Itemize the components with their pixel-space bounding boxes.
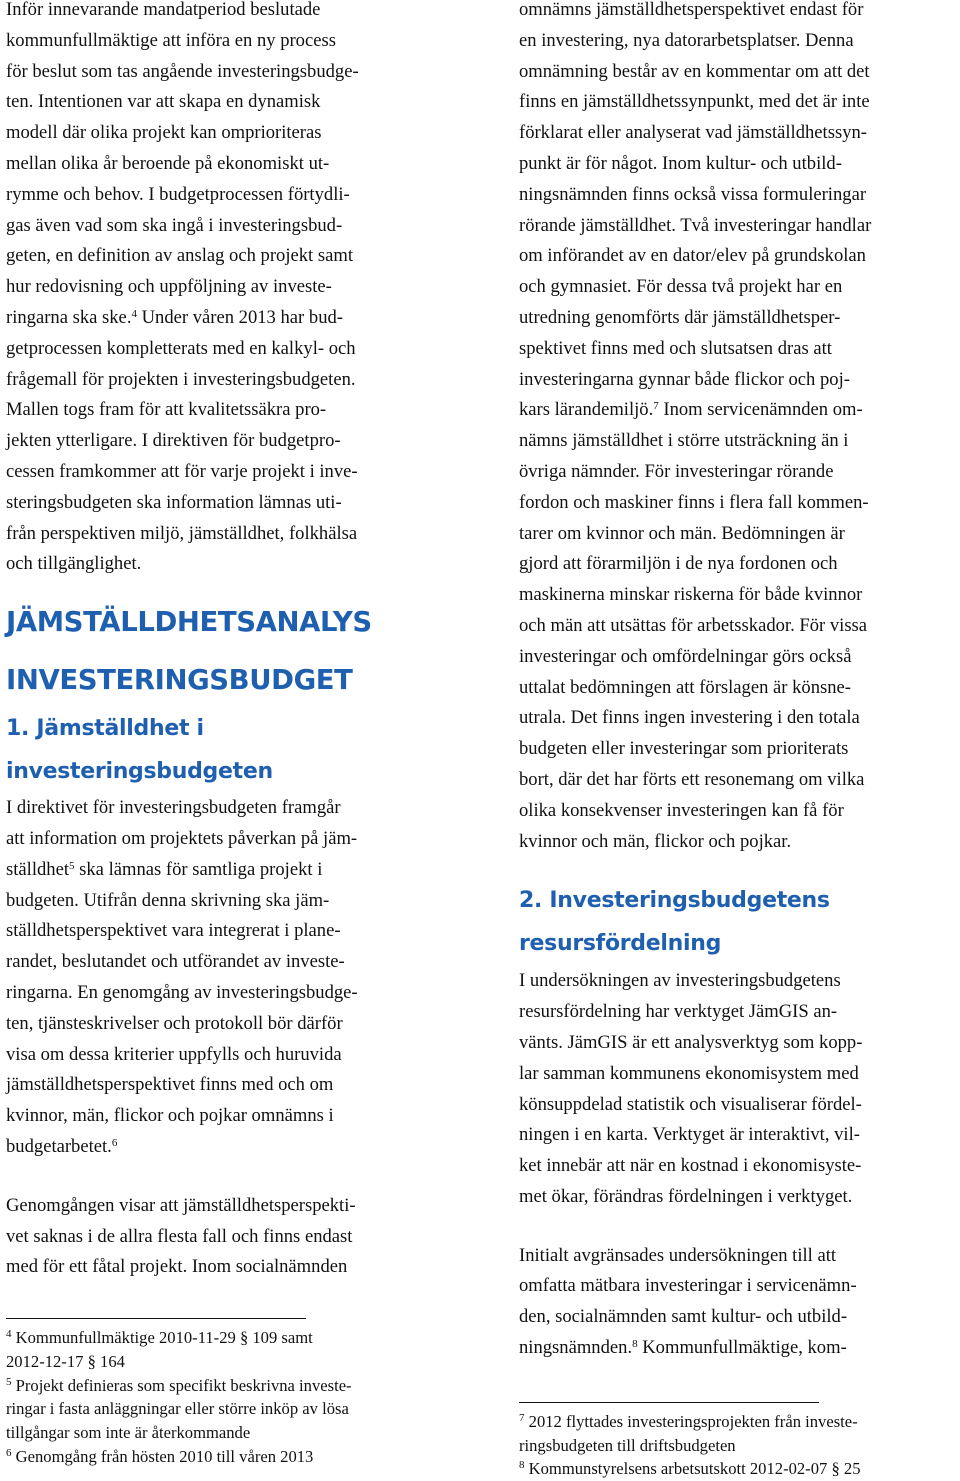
footnote-number: 4 (6, 1328, 12, 1341)
footnote-reference: 8 (632, 1338, 638, 1351)
paragraph-text: I direktivet för investeringsbudgeten framgår att information om projektets påverkan på jäm- ställdhet (6, 797, 358, 880)
body-paragraph: Genomgången visar att jämställdhetsperspekti- vet saknas i de allra flesta fall och finns endast med för ett fåtal projekt. Inom socialnämnden (6, 1194, 356, 1278)
section-heading: 2. Investeringsbudgetens resursfördelning (519, 888, 830, 957)
footnote-text: Kommunfullmäktige 2010-11-29 § 109 samt 2012-12-17 § 164 (6, 1328, 313, 1371)
footnote-text: 2012 flyttades investeringsprojekten från investe- ringsbudgeten till driftsbudgeten (519, 1411, 858, 1455)
footnote-number: 6 (6, 1447, 12, 1460)
footnote-text: Genomgång från hösten 2010 till våren 2013 (11, 1447, 314, 1467)
paragraph-text: ska lämnas för samtliga projekt i budgeten. Utifrån denna skrivning ska jäm- ställdhetsperspektivet vara integrerat i plane- randet, beslutandet och utförandet av investe- ringarna. En genomgång av investeringsbudge- ten, tjänsteskrivelser och protokoll bör därför visa om dessa kriterier uppfylls och huruvida jämställdhetsperspektivet finns med och om kvinnor, män, flickor och pojkar omnämns i budgetarbetet. (6, 858, 358, 1157)
footnote-number: 7 (519, 1411, 525, 1424)
footnote-reference: 4 (131, 307, 137, 320)
footnote (519, 1457, 959, 1481)
footnote (6, 1326, 446, 1374)
footnote-text: Projekt definieras som specifikt beskrivna investe- ringar i fasta anläggningar eller större inköp av lösa tillgångar som inte är återkommande (6, 1375, 352, 1443)
paragraph-text: Kommunfullmäktige, kom- (637, 1337, 847, 1359)
footnotes (6, 1326, 446, 1469)
footnote-reference: 6 (111, 1136, 118, 1149)
footnote-reference: 7 (653, 400, 659, 413)
footnote-divider (6, 1318, 306, 1319)
right-column (519, 0, 959, 1481)
body-paragraph: I undersökningen av investeringsbudgetens resursfördelning har verktyget JämGIS an- vänts. JämGIS är ett analysverktyg som kopp- lar samman kommunens ekonomisystem med könsuppdelad statistik och visualiserar fördel- ningen i en karta. Verktyget är interaktivt, vil- ket innebär att när en kostnad i ekonomisyste- met ökar, förändras fördelningen i verktyget. (519, 970, 863, 1207)
main-heading: JÄMSTÄLLDHETSANALYS INVESTERINGSBUDGET (6, 606, 372, 697)
section-heading: 1. Jämställdhet i investeringsbudgeten (6, 716, 273, 785)
paragraph-text: omnämns jämställdhetsperspektivet endast för en investering, nya datorarbetsplatser. Denna omnämning består av en kommentar om att det finns en jämställdhetssynpunkt, med det är inte förklarat eller analyserat vad jämställdhetssyn- punkt är för något. Inom kultur- och utbild- ningsnämnden finns också vissa formuleringar rörande jämställdhet. Två investeringar handlar om införandet av en dator/elev på grundskolan och gymnasiet. För dessa två projekt har en utredning genomförts där jämställdhetsper- spektivet finns med och slutsatsen dras att investeringarna gynnar både flickor och poj- kars lärandemiljö. (519, 0, 872, 421)
footnote-text: Kommunstyrelsens arbetsutskott 2012-02-07 § 25 (524, 1459, 861, 1479)
footnote (519, 1410, 959, 1458)
body-paragraph (6, 0, 446, 580)
footnote-number: 5 (6, 1375, 12, 1388)
footnote-divider (519, 1402, 819, 1403)
body-paragraph (6, 793, 446, 1163)
footnote (6, 1445, 446, 1469)
footnote (6, 1374, 446, 1445)
body-paragraph (519, 1241, 959, 1364)
footnote-reference: 5 (69, 859, 75, 872)
paragraph-text: Inom servicenämnden om- nämns jämställdhet i större utsträckning än i övriga nämnder. För investeringar rörande fordon och maskiner finns i flera fall kommen- tarer om kvinnor och män. Bedömningen är gjord att förarmiljön i de nya fordonen och maskinerna minskar riskerna för både kvinnor och män att utsättas för arbetsskador. För vissa investeringar och omfördelningar görs också uttalat bedömningen att förslagen är könsne- utrala. Det finns ingen investering i den totala budgeten eller investeringar som prioriterats bort, där det har förts ett resonemang om vilka olika konsekvenser investeringen kan få för kvinnor och män, flickor och pojkar. (519, 399, 869, 852)
body-paragraph (519, 0, 959, 857)
paragraph-text: Inför innevarande mandatperiod beslutade kommunfullmäktige att införa en ny process för beslut som tas angående investeringsbudge- ten. Intentionen var att skapa en dynamisk modell där olika projekt kan omprioriteras mellan olika år beroende på ekonomiskt ut- rymme och behov. I budgetprocessen förtydli- gas även vad som ska ingå i investeringsbud- geten, en definition av anslag och projekt samt hur redovisning och uppföljning av investe- ringarna ska ske. (6, 0, 359, 328)
footnotes (519, 1410, 959, 1481)
left-column (6, 0, 446, 1469)
paragraph-text: Initialt avgränsades undersökningen till att omfatta mätbara investeringar i servicenämn- den, socialnämnden samt kultur- och utbild- ningsnämnden. (519, 1244, 857, 1359)
footnote-number: 8 (519, 1459, 525, 1472)
paragraph-text: Under våren 2013 har bud- getprocessen kompletterats med en kalkyl- och frågemall för projekten i investeringsbudgeten. Mallen togs fram för att kvalitetssäkra pro- jekten ytterligare. I direktiven för budgetpro- cessen framkommer att för varje projekt i inve- steringsbudgeten ska information lämnas uti- från perspektiven miljö, jämställdhet, folkhälsa och tillgänglighet. (6, 306, 358, 575)
